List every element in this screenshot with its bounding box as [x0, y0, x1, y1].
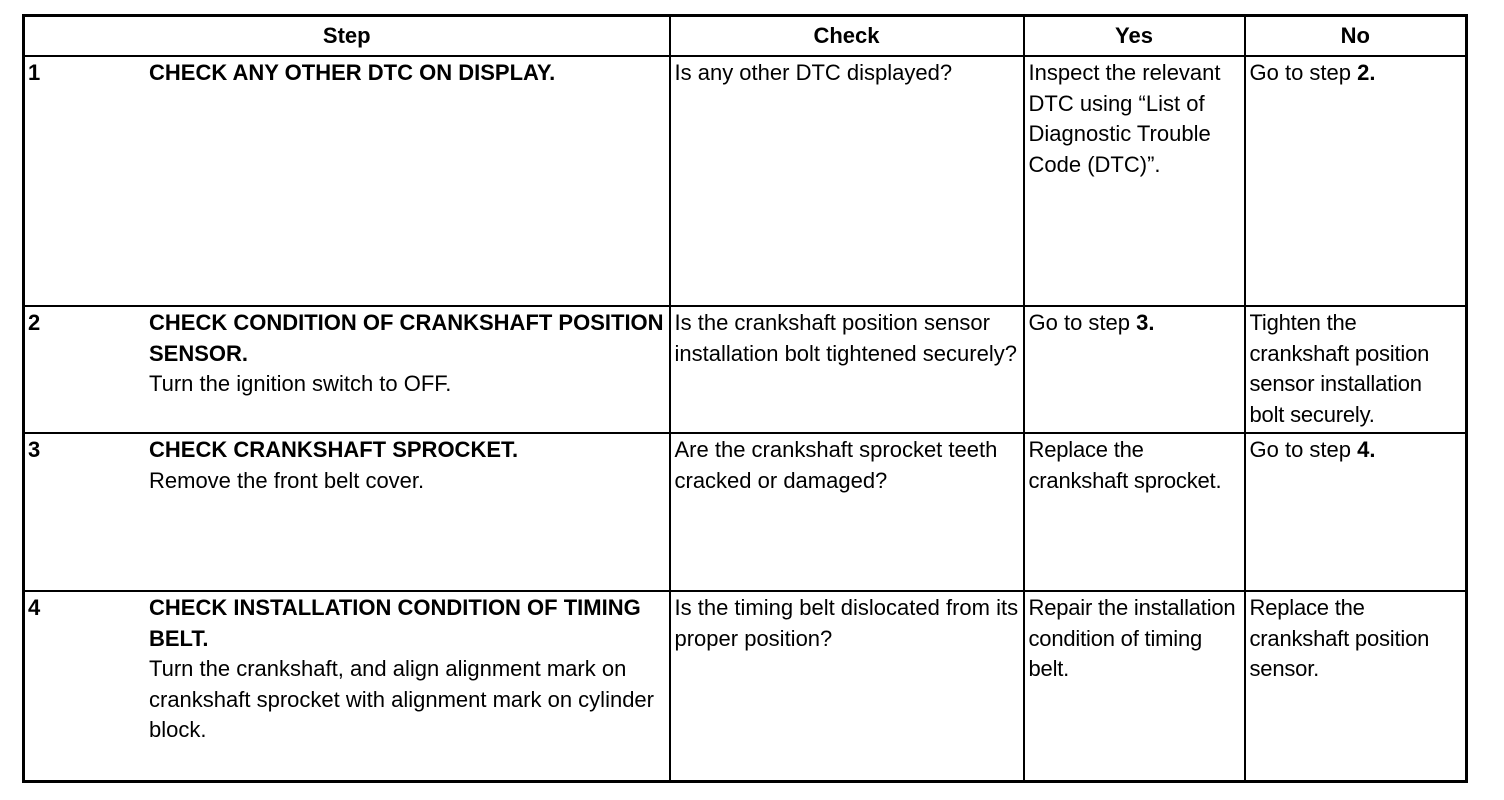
step-cell — [24, 306, 670, 433]
no-text: Go to step — [1249, 60, 1358, 85]
diagnostic-table — [22, 14, 1468, 783]
step-action: Remove the front belt cover. — [149, 467, 425, 493]
header-check: Check — [670, 16, 1024, 57]
yes-cell — [1024, 306, 1245, 433]
no-cell — [1245, 433, 1467, 591]
yes-cell: Replace the crankshaft sprocket. — [1024, 433, 1245, 591]
table-row — [24, 433, 1467, 591]
step-cell — [24, 591, 670, 782]
yes-text: Go to step — [1028, 310, 1137, 335]
step-number: 1 — [28, 60, 41, 85]
header-row — [24, 16, 1467, 57]
check-cell: Is the timing belt dislocated from its proper position? — [670, 591, 1024, 782]
yes-cell: Repair the installation condition of timing belt. — [1024, 591, 1245, 782]
no-step-ref: 2. — [1357, 60, 1376, 85]
step-action: Turn the crankshaft, and align alignment mark on crankshaft sprocket with alignment mark on cylinder block. — [149, 656, 654, 742]
step-number: 3 — [28, 437, 41, 462]
step-cell — [24, 56, 670, 306]
no-cell: Tighten the crankshaft position sensor installation bolt securely. — [1245, 306, 1467, 433]
step-number: 4 — [28, 595, 41, 620]
step-cell — [24, 433, 670, 591]
table-row — [24, 306, 1467, 433]
no-cell — [1245, 56, 1467, 306]
step-title: CHECK CRANKSHAFT SPROCKET. — [149, 437, 519, 462]
header-no: No — [1245, 16, 1467, 57]
step-title: CHECK ANY OTHER DTC ON DISPLAY. — [149, 60, 556, 85]
table-row — [24, 591, 1467, 782]
step-title: CHECK CONDITION OF CRANKSHAFT POSITION SENSOR. — [149, 310, 664, 366]
no-step-ref: 4. — [1357, 437, 1376, 462]
yes-step-ref: 3. — [1136, 310, 1155, 335]
step-action: Turn the ignition switch to OFF. — [149, 371, 452, 396]
header-yes: Yes — [1024, 16, 1245, 57]
header-step: Step — [24, 16, 670, 57]
no-text: Go to step — [1249, 437, 1358, 462]
check-cell: Are the crankshaft sprocket teeth cracked or damaged? — [670, 433, 1024, 591]
no-cell: Replace the crankshaft position sensor. — [1245, 591, 1467, 782]
check-cell: Is any other DTC displayed? — [670, 56, 1024, 306]
check-cell: Is the crankshaft position sensor installation bolt tightened securely? — [670, 306, 1024, 433]
yes-cell: Inspect the relevant DTC using “List of Diagnostic Trouble Code (DTC)”. — [1024, 56, 1245, 306]
step-number: 2 — [28, 310, 41, 335]
step-title: CHECK INSTALLATION CONDITION OF TIMING BELT. — [149, 595, 641, 651]
table-row — [24, 56, 1467, 306]
